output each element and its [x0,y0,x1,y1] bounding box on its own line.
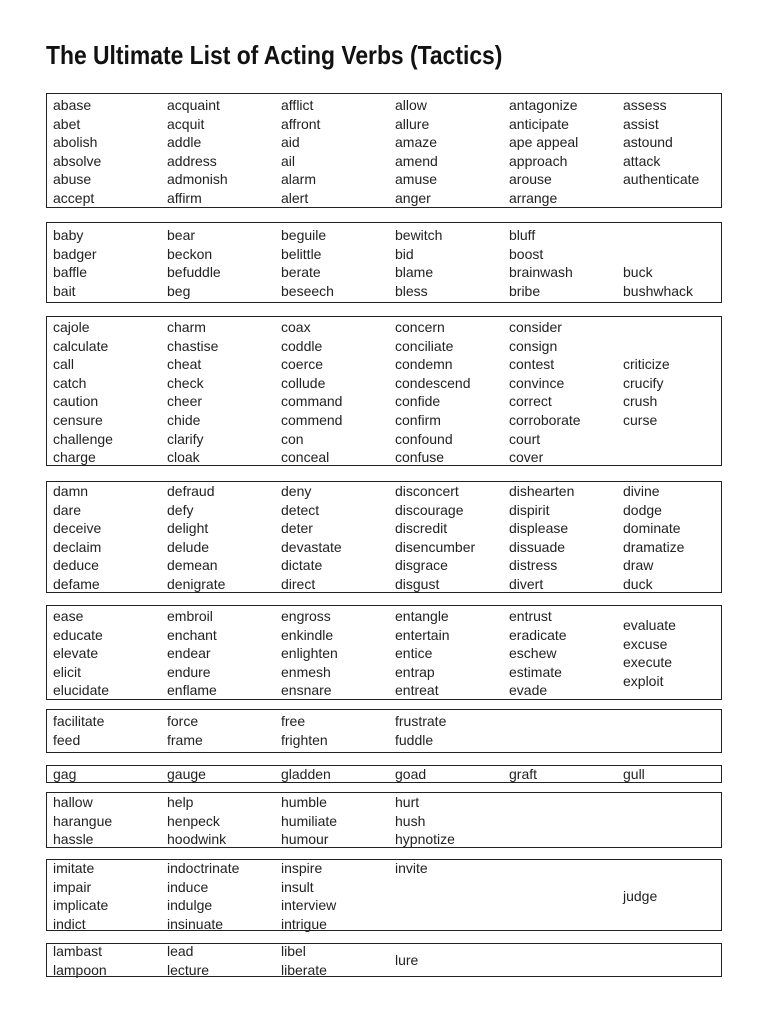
verb-item: frustrate [395,713,447,729]
verb-item: approach [509,152,568,169]
verb-item: bewitch [395,227,443,243]
verb-item: frame [167,731,203,748]
verb-item: bait [53,282,76,299]
verb-item: ensnare [281,682,332,699]
verb-item: evaluate [623,617,676,633]
verb-item: abase [53,97,92,113]
verb-item: address [167,152,217,169]
verb-item: anger [395,189,431,206]
verb-item: allow [395,97,427,113]
verb-item: contest [509,356,555,373]
verb-item: blame [395,264,434,281]
verb-item: elicit [53,663,82,680]
verb-column [53,942,107,979]
verb-item: attack [623,152,661,169]
verb-item: disconcert [395,483,459,499]
verb-item: humble [281,794,327,810]
verb-column [395,607,449,700]
verb-item: enchant [167,626,217,643]
verb-item: berate [281,264,321,281]
verb-item: judge [623,888,658,904]
verb-item: bushwhack [623,282,694,299]
verb-item: intrigue [281,915,327,932]
verb-item: help [167,794,194,810]
verb-item: admonish [167,171,228,188]
verb-column [53,96,101,208]
verb-column [281,859,336,933]
verb-item: enlighten [281,645,338,662]
verb-item: devastate [281,538,342,555]
verb-item: crush [623,393,658,410]
verb-column [53,607,109,700]
verb-item: caution [53,393,99,410]
verb-item: baffle [53,264,87,281]
verb-item: commend [281,411,343,428]
verb-item: afflict [281,97,314,113]
verb-item: disgust [395,575,440,592]
verb-item: declaim [53,538,102,555]
verb-item: estimate [509,663,562,680]
verb-item: humiliate [281,812,338,829]
verb-item: crucify [623,374,664,391]
verb-item: indoctrinate [167,860,240,876]
verb-item: confuse [395,449,445,466]
verb-item: insinuate [167,915,224,932]
verb-item: chastise [167,337,219,354]
verb-item: bear [167,227,196,243]
verb-item: gull [623,766,645,782]
verb-item: entrust [509,608,552,624]
verb-item: disgrace [395,557,448,574]
verb-item: hush [395,812,426,829]
verb-item: elevate [53,645,99,662]
verb-item: deter [281,520,313,537]
verb-item: assist [623,115,659,132]
verb-item: belittle [281,245,322,262]
verb-column [53,793,112,849]
verb-item: endure [167,663,211,680]
verb-column [167,765,206,784]
verb-column [281,226,334,300]
verb-column [167,942,209,979]
verb-item: baby [53,227,84,243]
verb-item: goad [395,766,427,782]
verb-item: arouse [509,171,552,188]
verb-group-c [46,316,722,466]
verb-column [395,951,418,970]
verb-item: amend [395,152,438,169]
verb-item: execute [623,654,673,671]
verb-item: affirm [167,189,202,206]
verb-item: distress [509,557,558,574]
verb-item: ease [53,608,84,624]
verb-item: affront [281,115,321,132]
verb-item: defy [167,501,194,518]
verb-column [623,765,645,784]
verb-column [53,318,113,467]
verb-item: bluff [509,227,536,243]
verb-item: entice [395,645,433,662]
verb-column [281,942,327,979]
verb-item: cloak [167,449,200,466]
verb-item: harangue [53,812,113,829]
verb-column [53,712,104,749]
verb-item: displease [509,520,569,537]
verb-column [281,482,342,594]
verb-item: defraud [167,483,215,499]
verb-item: catch [53,374,87,391]
verb-item: endear [167,645,211,662]
verb-item: allure [395,115,430,132]
verb-item: delight [167,520,209,537]
verb-item: call [53,356,75,373]
verb-item: force [167,713,199,729]
verb-group-e [46,605,722,700]
verb-item: command [281,393,343,410]
verb-column [623,482,684,594]
verb-item: cheat [167,356,202,373]
verb-item: assess [623,97,667,113]
verb-item: confirm [395,411,441,428]
verb-item: exploit [623,672,664,689]
verb-item: beg [167,282,191,299]
verb-item: convince [509,374,565,391]
verb-item: libel [281,943,306,959]
verb-item: curse [623,411,658,428]
verb-column [509,482,574,594]
verb-column [395,96,438,208]
verb-item: dominate [623,520,681,537]
verb-column [167,226,221,300]
verb-item: amaze [395,134,438,151]
verb-item: dare [53,501,82,518]
verb-item: coddle [281,337,323,354]
verb-item: ail [281,152,296,169]
verb-column [53,859,108,933]
verb-column [281,712,328,749]
verb-item: engross [281,608,331,624]
verb-item: draw [623,557,654,574]
verb-column [167,607,217,700]
verb-column [509,607,567,700]
verb-item: direct [281,575,316,592]
verb-item: antagonize [509,97,578,113]
verb-item: amuse [395,171,438,188]
verb-item: clarify [167,430,204,447]
verb-item: gladden [281,766,331,782]
verb-item: entertain [395,626,450,643]
verb-column [53,226,97,300]
verb-item: dodge [623,501,662,518]
verb-column [395,482,475,594]
verb-item: condescend [395,374,471,391]
verb-item: collude [281,374,326,391]
verb-item: entreat [395,682,439,699]
verb-item: astound [623,134,673,151]
verb-column [623,887,657,906]
verb-item: abet [53,115,81,132]
verb-column [281,765,331,784]
verb-item: coerce [281,356,324,373]
verb-item: bless [395,282,428,299]
page-title: The Ultimate List of Acting Verbs (Tactics) [46,40,503,70]
verb-item: dishearten [509,483,575,499]
verb-column [395,318,471,467]
verb-item: charge [53,449,96,466]
verb-column [395,765,426,784]
verb-item: buck [623,264,653,280]
verb-item: correct [509,393,552,410]
verb-item: elucidate [53,682,110,699]
verb-item: gauge [167,766,206,782]
verb-item: arrange [509,189,558,206]
verb-item: dictate [281,557,323,574]
verb-item: excuse [623,635,668,652]
verb-column [509,765,537,784]
verb-item: hassle [53,831,94,848]
verb-column [395,859,428,878]
verb-item: condemn [395,356,453,373]
verb-item: lampoon [53,961,107,978]
verb-item: enflame [167,682,217,699]
verb-item: challenge [53,430,113,447]
verb-column [53,765,76,784]
verb-item: divert [509,575,544,592]
verb-item: impair [53,878,92,895]
verb-column [623,96,699,189]
verb-item: henpeck [167,812,220,829]
verb-item: aid [281,134,300,151]
verb-item: divine [623,483,660,499]
verb-column [53,482,101,594]
verb-item: dissuade [509,538,566,555]
verb-item: anticipate [509,115,569,132]
verb-item: consign [509,337,558,354]
verb-item: accept [53,189,95,206]
verb-item: free [281,713,306,729]
verb-item: hypnotize [395,831,455,848]
verb-column [509,318,581,467]
verb-group-f [46,709,722,753]
verb-column [167,318,218,467]
verb-item: beckon [167,245,213,262]
verb-item: conciliate [395,337,454,354]
verb-item: inspire [281,860,323,876]
verb-column [167,712,203,749]
verb-column [623,616,676,690]
verb-item: abolish [53,134,98,151]
verb-item: interview [281,897,337,914]
verb-item: detect [281,501,320,518]
verb-column [167,859,239,933]
verb-item: deceive [53,520,102,537]
verb-item: brainwash [509,264,573,281]
verb-item: coax [281,319,311,335]
verb-item: implicate [53,897,109,914]
verb-column [623,263,693,300]
verb-item: conceal [281,449,330,466]
verb-item: entangle [395,608,449,624]
verb-item: hallow [53,794,93,810]
verb-column [167,793,226,849]
verb-item: confide [395,393,441,410]
verb-item: embroil [167,608,213,624]
verb-item: fuddle [395,731,434,748]
verb-column [395,712,446,749]
verb-item: ape appeal [509,134,579,151]
verb-item: alarm [281,171,317,188]
verb-item: abuse [53,171,92,188]
verb-item: feed [53,731,81,748]
verb-item: enkindle [281,626,334,643]
verb-item: calculate [53,337,109,354]
verb-column [509,96,578,208]
verb-item: corroborate [509,411,581,428]
verb-group-b [46,222,722,303]
verb-item: check [167,374,204,391]
verb-item: criticize [623,356,670,372]
verb-group-g [46,765,722,783]
verb-column [281,793,337,849]
verb-item: insult [281,878,314,895]
verb-group-l [46,943,722,977]
verb-item: facilitate [53,713,105,729]
verb-item: frighten [281,731,328,748]
verb-group-d [46,481,722,593]
verb-item: charm [167,319,206,335]
verb-item: damn [53,483,89,499]
verb-item: authenticate [623,171,700,188]
verb-group-i [46,859,722,931]
verb-item: confound [395,430,453,447]
verb-column [281,96,320,208]
verb-item: entrap [395,663,435,680]
verb-item: humour [281,831,329,848]
verb-item: enmesh [281,663,331,680]
verb-item: induce [167,878,209,895]
verb-item: imitate [53,860,95,876]
verb-item: boost [509,245,544,262]
verb-item: invite [395,860,428,876]
verb-item: defame [53,575,100,592]
verb-item: con [281,430,304,447]
verb-item: absolve [53,152,102,169]
verb-item: cheer [167,393,203,410]
verb-column [167,482,225,594]
verb-item: deny [281,483,312,499]
verb-item: consider [509,319,562,335]
verb-item: addle [167,134,202,151]
verb-item: indulge [167,897,213,914]
verb-item: eradicate [509,626,567,643]
verb-item: concern [395,319,445,335]
verb-item: cover [509,449,544,466]
verb-item: lure [395,952,419,968]
verb-item: badger [53,245,97,262]
verb-item: dramatize [623,538,685,555]
verb-item: acquit [167,115,205,132]
verb-item: beseech [281,282,334,299]
verb-item: evade [509,682,548,699]
verb-item: cajole [53,319,90,335]
verb-item: gag [53,766,77,782]
verb-column [395,793,455,849]
verb-item: lecture [167,961,210,978]
verb-item: acquaint [167,97,220,113]
verb-column [167,96,228,208]
verb-group-a [46,93,722,208]
verb-item: deduce [53,557,99,574]
verb-item: indict [53,915,86,932]
verb-column [509,226,573,300]
verb-column [281,318,342,467]
verb-item: eschew [509,645,557,662]
verb-column [281,607,338,700]
verb-item: discourage [395,501,464,518]
verb-column [623,355,670,429]
verb-item: graft [509,766,538,782]
verb-item: lead [167,943,194,959]
verb-group-h [46,792,722,848]
verb-item: hoodwink [167,831,227,848]
verb-item: demean [167,557,218,574]
verb-item: discredit [395,520,448,537]
verb-item: liberate [281,961,327,978]
verb-item: chide [167,411,201,428]
verb-item: denigrate [167,575,226,592]
verb-item: lambast [53,943,103,959]
verb-item: bribe [509,282,541,299]
verb-item: befuddle [167,264,221,281]
verb-column [395,226,442,300]
verb-item: dispirit [509,501,550,518]
verb-item: alert [281,189,309,206]
verb-item: court [509,430,541,447]
verb-item: duck [623,575,653,592]
verb-item: bid [395,245,414,262]
verb-item: educate [53,626,103,643]
verb-item: beguile [281,227,327,243]
verb-item: disencumber [395,538,476,555]
verb-item: hurt [395,794,420,810]
verb-item: delude [167,538,210,555]
verb-item: censure [53,411,103,428]
